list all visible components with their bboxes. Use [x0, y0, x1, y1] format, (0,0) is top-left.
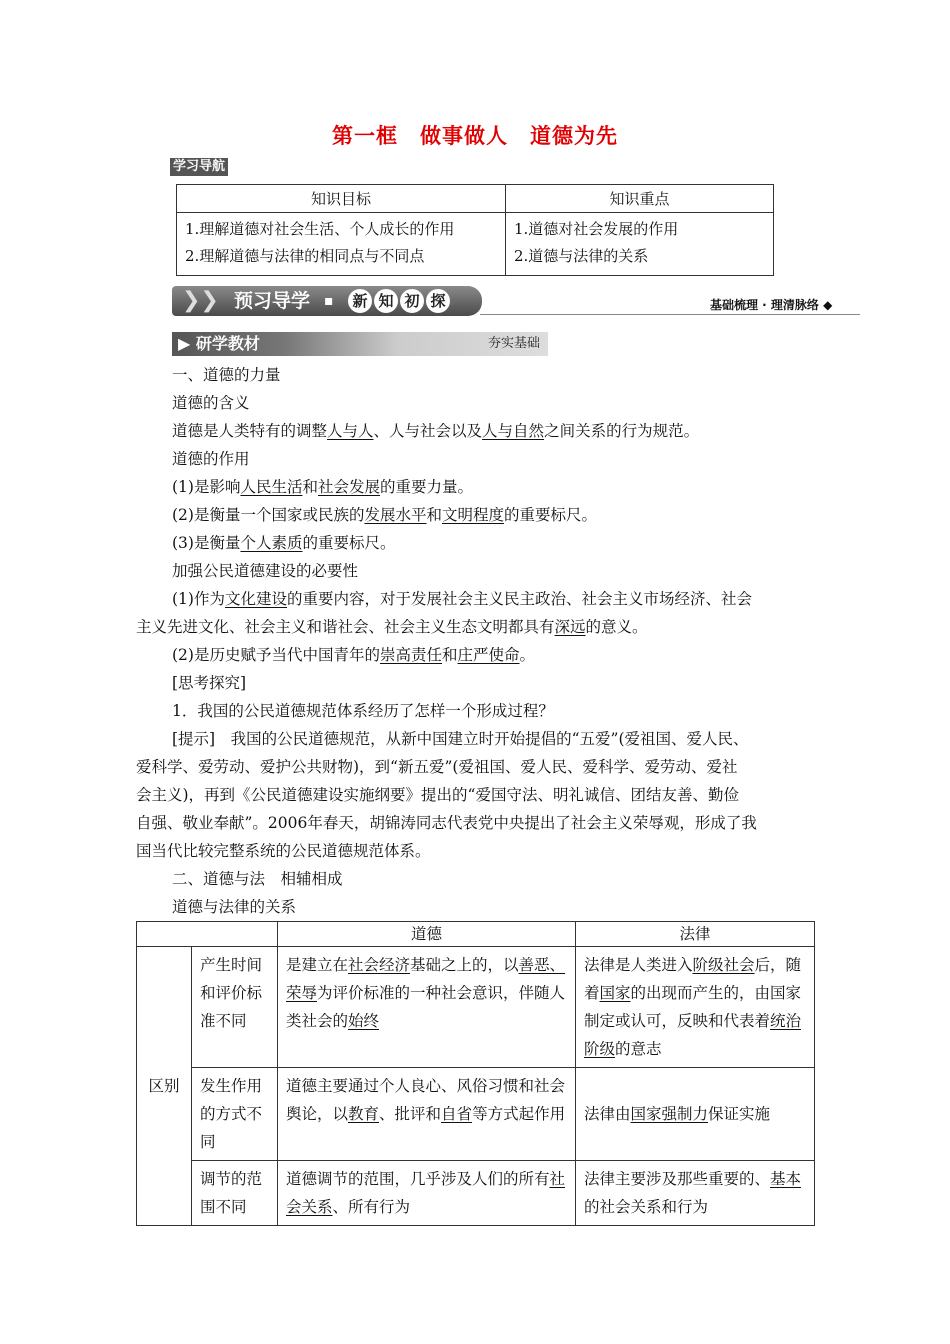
paragraph: 道德是人类特有的调整人与人、人与社会以及人与自然之间关系的行为规范。 [172, 422, 700, 440]
banner-circle-char: 初 [400, 289, 424, 313]
relation-header-law: 法律 [576, 922, 815, 947]
dot-separator-icon: ▪ [324, 293, 334, 309]
paragraph: 主义先进文化、社会主义和谐社会、社会主义生态文明都具有深远的意义。 [136, 618, 648, 636]
paragraph: (3)是衡量个人素质的重要标尺。 [172, 534, 396, 552]
section-heading: 二、道德与法 相辅相成 [172, 870, 343, 888]
subheading: 道德与法律的关系 [172, 898, 297, 916]
goals-objectives-cell [177, 213, 506, 276]
subheading: 道德的含义 [172, 394, 250, 412]
banner-circle-char: 新 [348, 289, 372, 313]
banner-divider [480, 314, 860, 315]
answer-line: 自强、敬业奉献”。2006年春天，胡锦涛同志代表党中央提出了社会主义荣辱观，形成了我 [136, 814, 757, 832]
subheading: 加强公民道德建设的必要性 [172, 562, 359, 580]
keypoint-item: 1.道德对社会发展的作用 [514, 220, 679, 238]
objective-item: 1.理解道德对社会生活、个人成长的作用 [185, 220, 455, 238]
relation-law-cell: 法律是人类进入阶级社会后，随着国家的出现而产生的，由国家制定或认可，反映和代表着统治阶级的意志 [576, 947, 815, 1068]
paragraph: (2)是历史赋予当代中国青年的崇高责任和庄严使命。 [172, 646, 536, 664]
relation-law-cell: 法律主要涉及那些重要的、基本的社会关系和行为 [576, 1161, 815, 1226]
relation-header-moral: 道德 [278, 922, 576, 947]
answer-line: 爱科学、爱劳动、爱护公共财物)，到“新五爱”(爱祖国、爱人民、爱科学、爱劳动、爱社 [136, 758, 738, 776]
goals-table [176, 184, 774, 276]
goals-header-keypoints: 知识重点 [506, 185, 774, 213]
relation-header-empty [137, 922, 278, 947]
relation-moral-cell: 道德调节的范围，几乎涉及人们的所有社会关系、所有行为 [278, 1161, 576, 1226]
paragraph: (2)是衡量一个国家或民族的发展水平和文明程度的重要标尺。 [172, 506, 598, 524]
study-guide-badge: 学习导航 [170, 158, 228, 176]
question: 1．我国的公民道德规范体系经历了怎样一个形成过程？ [172, 702, 554, 720]
banner-subtitle: 基础梳理 · 理清脉络 ◆ [710, 298, 833, 312]
think-tag: [思考探究] [172, 674, 247, 692]
relation-law-cell: 法律由国家强制力保证实施 [576, 1068, 815, 1161]
page-title: 第一框 做事做人 道德为先 [332, 124, 618, 148]
relation-table [136, 921, 815, 1226]
paragraph: (1)是影响人民生活和社会发展的重要力量。 [172, 478, 474, 496]
answer-line: 国当代比较完整系统的公民道德规范体系。 [136, 842, 431, 860]
subheading: 道德的作用 [172, 450, 250, 468]
answer-line: [提示] 我国的公民道德规范，从新中国建立时开始提倡的“五爱”(爱祖国、爱人民、 [172, 730, 749, 748]
banner-circle-char: 探 [426, 289, 450, 313]
sub-banner-title: ▶ 研学教材 [178, 334, 260, 353]
relation-aspect: 发生作用的方式不同 [192, 1068, 278, 1161]
banner-circle-char: 知 [374, 289, 398, 313]
relation-moral-cell: 道德主要通过个人良心、风俗习惯和社会舆论，以教育、批评和自省等方式起作用 [278, 1068, 576, 1161]
sub-banner [172, 332, 548, 356]
sub-banner-tag: 夯实基础 [487, 336, 540, 351]
keypoint-item: 2.道德与法律的关系 [514, 247, 649, 265]
relation-group-label: 区别 [137, 947, 192, 1226]
banner-title: 预习导学 [234, 290, 311, 312]
answer-line: 会主义)，再到《公民道德建设实施纲要》提出的“爱国守法、明礼诚信、团结友善、勤俭 [136, 786, 739, 804]
banner-circles [348, 289, 450, 313]
goals-keypoints-cell [506, 213, 774, 276]
objective-item: 2.理解道德与法律的相同点与不同点 [185, 247, 425, 265]
paragraph: (1)作为文化建设的重要内容，对于发展社会主义民主政治、社会主义市场经济、社会 [172, 590, 752, 608]
relation-aspect: 调节的范围不同 [192, 1161, 278, 1226]
double-chevron-icon: ❯❯ [182, 288, 219, 313]
relation-moral-cell: 是建立在社会经济基础之上的，以善恶、荣辱为评价标准的一种社会意识，伴随人类社会的始终 [278, 947, 576, 1068]
relation-aspect: 产生时间和评价标准不同 [192, 947, 278, 1068]
goals-header-objectives: 知识目标 [177, 185, 506, 213]
section-banner [172, 286, 482, 316]
section-heading: 一、道德的力量 [172, 366, 281, 384]
